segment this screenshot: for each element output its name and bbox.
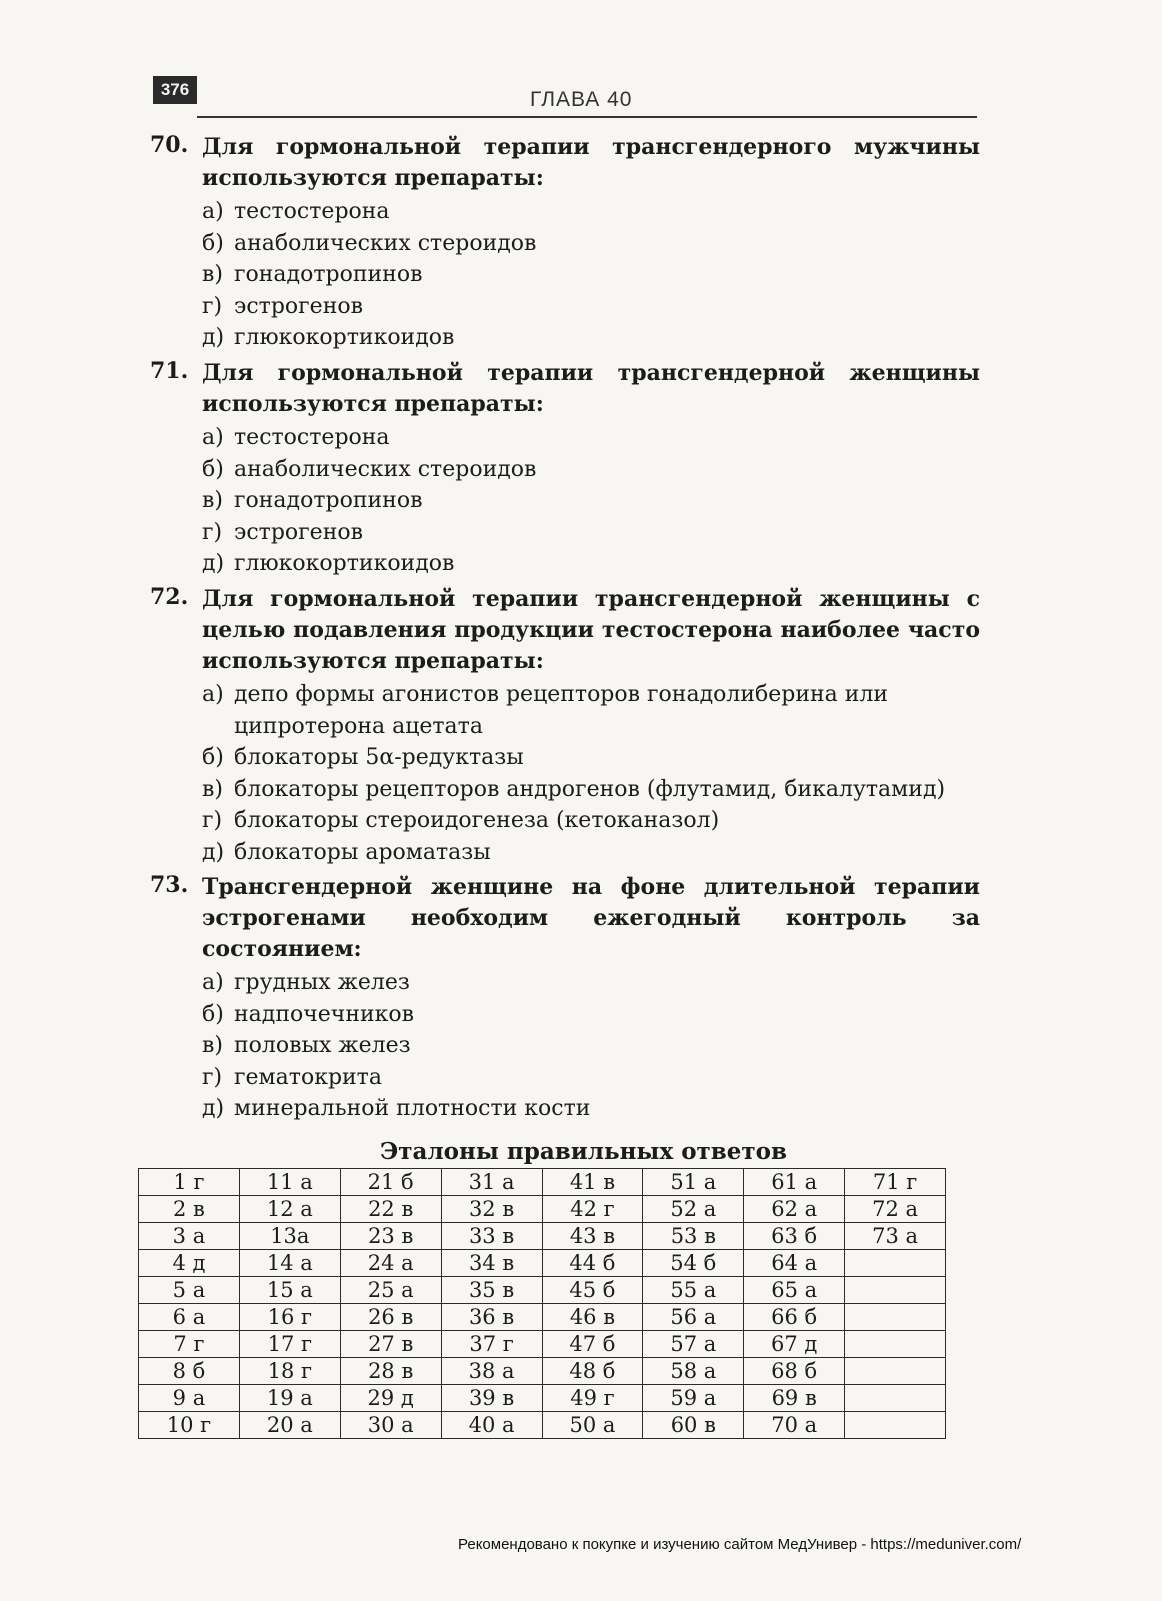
question-text: Для гормональной терапии трансгендерной женщины используются препараты:	[202, 360, 980, 417]
answer-cell: 53 в	[643, 1223, 744, 1250]
answer-cell: 58 а	[643, 1358, 744, 1385]
option-text: грудных желез	[234, 970, 410, 995]
answer-cell: 8 б	[139, 1358, 240, 1385]
option-letter: д)	[202, 551, 225, 576]
option-a	[202, 196, 980, 228]
answer-cell: 5 а	[139, 1277, 240, 1304]
option-c	[202, 259, 980, 291]
table-row	[139, 1412, 946, 1439]
option-e	[202, 837, 980, 869]
answer-cell: 49 г	[542, 1385, 643, 1412]
answer-cell: 67 д	[744, 1331, 845, 1358]
answer-cell: 36 в	[441, 1304, 542, 1331]
option-text: анаболических стероидов	[234, 456, 537, 482]
answers-title: Эталоны правильных ответов	[380, 1138, 787, 1165]
answer-cell: 14 а	[239, 1250, 340, 1277]
header-rule	[197, 116, 977, 118]
question-72	[150, 584, 980, 868]
answer-cell: 40 а	[441, 1412, 542, 1439]
answer-cell: 41 в	[542, 1169, 643, 1196]
answer-cell	[845, 1358, 946, 1385]
answer-cell: 69 в	[744, 1385, 845, 1412]
option-letter: б)	[202, 1001, 224, 1027]
answer-cell: 61 а	[744, 1169, 845, 1196]
option-text: депо формы агонистов рецепторов гонадолиберина или ципротерона ацетата	[234, 682, 889, 739]
question-number: 71.	[150, 358, 189, 384]
option-letter: в)	[202, 776, 223, 802]
answer-cell: 63 б	[744, 1223, 845, 1250]
option-letter: б)	[202, 456, 224, 482]
answer-cell: 34 в	[441, 1250, 542, 1277]
option-d	[202, 517, 980, 549]
answer-cell: 68 б	[744, 1358, 845, 1385]
option-letter: г)	[202, 808, 223, 833]
option-text: половых желез	[234, 1033, 411, 1058]
options-list	[202, 679, 980, 868]
question-71	[150, 358, 980, 580]
answer-cell: 11 а	[239, 1169, 340, 1196]
option-a	[202, 679, 980, 742]
option-text: минеральной плотности кости	[234, 1096, 591, 1121]
table-row	[139, 1196, 946, 1223]
option-b	[202, 742, 980, 774]
option-letter: а)	[202, 425, 224, 450]
option-letter: д)	[202, 1096, 225, 1121]
option-letter: а)	[202, 682, 224, 707]
answer-cell: 54 б	[643, 1250, 744, 1277]
option-text: глюкокортикоидов	[234, 551, 455, 576]
answer-cell: 39 в	[441, 1385, 542, 1412]
option-text: гематокрита	[234, 1064, 382, 1090]
answer-cell: 26 в	[340, 1304, 441, 1331]
option-text: блокаторы 5α-редуктазы	[234, 745, 524, 770]
answer-cell: 31 а	[441, 1169, 542, 1196]
footer-note: Рекомендовано к покупке и изучению сайтом МедУнивер - https://meduniver.com/	[458, 1536, 1022, 1553]
answer-cell: 16 г	[239, 1304, 340, 1331]
answer-cell: 73 а	[845, 1223, 946, 1250]
option-letter: д)	[202, 325, 225, 350]
answer-cell	[845, 1385, 946, 1412]
answer-cell: 47 б	[542, 1331, 643, 1358]
answer-cell: 72 а	[845, 1196, 946, 1223]
answer-cell: 9 а	[139, 1385, 240, 1412]
answer-cell: 46 в	[542, 1304, 643, 1331]
answer-cell: 57 а	[643, 1331, 744, 1358]
answer-cell: 23 в	[340, 1223, 441, 1250]
option-text: анаболических стероидов	[234, 230, 537, 256]
question-text: Для гормональной терапии трансгендерного мужчины используются препараты:	[202, 134, 980, 191]
answers-table-body	[139, 1169, 946, 1439]
option-text: глюкокортикоидов	[234, 325, 455, 350]
answer-cell: 17 г	[239, 1331, 340, 1358]
question-number: 73.	[150, 872, 189, 898]
question-70	[150, 132, 980, 354]
option-a	[202, 967, 980, 999]
answer-cell: 32 в	[441, 1196, 542, 1223]
answer-cell: 7 г	[139, 1331, 240, 1358]
answer-cell: 35 в	[441, 1277, 542, 1304]
table-row	[139, 1331, 946, 1358]
option-letter: г)	[202, 1064, 223, 1090]
option-letter: в)	[202, 1033, 223, 1058]
options-list	[202, 196, 980, 354]
answer-cell: 66 б	[744, 1304, 845, 1331]
option-b	[202, 454, 980, 486]
answer-cell: 3 а	[139, 1223, 240, 1250]
page-number: 376	[153, 76, 197, 104]
answer-cell: 65 а	[744, 1277, 845, 1304]
answer-cell: 45 б	[542, 1277, 643, 1304]
option-d	[202, 291, 980, 323]
option-text: тестостерона	[234, 425, 390, 450]
option-letter: г)	[202, 293, 223, 319]
answer-cell: 55 а	[643, 1277, 744, 1304]
option-d	[202, 805, 980, 837]
option-letter: в)	[202, 262, 223, 287]
answer-cell: 70 а	[744, 1412, 845, 1439]
answer-cell: 21 б	[340, 1169, 441, 1196]
option-e	[202, 1093, 980, 1125]
question-text: Для гормональной терапии трансгендерной женщины с целью подавления продукции тестостерона наиболее часто используются препараты:	[202, 586, 980, 674]
option-text: блокаторы рецепторов андрогенов (флутамид, бикалутамид)	[234, 776, 946, 802]
answer-cell: 60 в	[643, 1412, 744, 1439]
answer-cell: 27 в	[340, 1331, 441, 1358]
answer-cell: 44 б	[542, 1250, 643, 1277]
answer-cell: 12 а	[239, 1196, 340, 1223]
answer-cell	[845, 1331, 946, 1358]
answer-cell: 62 а	[744, 1196, 845, 1223]
answer-cell: 15 а	[239, 1277, 340, 1304]
answers-table	[138, 1168, 946, 1439]
answer-cell: 38 а	[441, 1358, 542, 1385]
answer-cell: 71 г	[845, 1169, 946, 1196]
answer-cell: 10 г	[139, 1412, 240, 1439]
option-text: эстрогенов	[234, 519, 363, 545]
option-c	[202, 1030, 980, 1062]
option-a	[202, 422, 980, 454]
option-text: надпочечников	[234, 1001, 415, 1027]
table-row	[139, 1304, 946, 1331]
option-b	[202, 228, 980, 260]
option-letter: д)	[202, 839, 225, 865]
chapter-title: ГЛАВА 40	[530, 88, 633, 111]
answer-cell: 25 а	[340, 1277, 441, 1304]
answer-cell: 19 а	[239, 1385, 340, 1412]
answer-cell: 6 а	[139, 1304, 240, 1331]
option-text: гонадотропинов	[234, 488, 423, 513]
answer-cell: 64 а	[744, 1250, 845, 1277]
table-row	[139, 1358, 946, 1385]
option-letter: г)	[202, 519, 223, 545]
table-row	[139, 1250, 946, 1277]
option-text: эстрогенов	[234, 293, 363, 319]
option-letter: а)	[202, 199, 224, 224]
answer-cell: 20 а	[239, 1412, 340, 1439]
table-row	[139, 1385, 946, 1412]
question-number: 70.	[150, 132, 189, 158]
option-letter: б)	[202, 745, 224, 770]
answer-cell: 56 а	[643, 1304, 744, 1331]
option-c	[202, 774, 980, 806]
option-letter: а)	[202, 970, 224, 995]
answer-cell: 33 в	[441, 1223, 542, 1250]
answer-cell	[845, 1250, 946, 1277]
option-letter: б)	[202, 230, 224, 256]
answer-cell: 50 а	[542, 1412, 643, 1439]
answer-cell: 52 а	[643, 1196, 744, 1223]
options-list	[202, 967, 980, 1125]
option-d	[202, 1062, 980, 1094]
table-row	[139, 1169, 946, 1196]
question-73	[150, 872, 980, 1125]
option-text: гонадотропинов	[234, 262, 423, 287]
answer-cell: 59 а	[643, 1385, 744, 1412]
answer-cell	[845, 1304, 946, 1331]
answer-cell: 42 г	[542, 1196, 643, 1223]
answer-cell: 2 в	[139, 1196, 240, 1223]
answer-cell: 1 г	[139, 1169, 240, 1196]
question-text: Трансгендерной женщине на фоне длительной терапии эстрогенами необходим ежегодный контроль за состоянием:	[202, 874, 980, 962]
question-number: 72.	[150, 584, 189, 610]
answer-cell	[845, 1277, 946, 1304]
answer-cell: 51 а	[643, 1169, 744, 1196]
answer-cell: 18 г	[239, 1358, 340, 1385]
answer-cell: 24 а	[340, 1250, 441, 1277]
answer-cell: 37 г	[441, 1331, 542, 1358]
answer-cell: 13а	[239, 1223, 340, 1250]
options-list	[202, 422, 980, 580]
table-row	[139, 1223, 946, 1250]
answer-cell	[845, 1412, 946, 1439]
option-text: блокаторы стероидогенеза (кетоканазол)	[234, 808, 720, 833]
option-text: тестостерона	[234, 199, 390, 224]
answer-cell: 28 в	[340, 1358, 441, 1385]
option-e	[202, 322, 980, 354]
option-text: блокаторы ароматазы	[234, 839, 491, 865]
answer-cell: 30 а	[340, 1412, 441, 1439]
answer-cell: 22 в	[340, 1196, 441, 1223]
option-e	[202, 548, 980, 580]
answer-cell: 43 в	[542, 1223, 643, 1250]
table-row	[139, 1277, 946, 1304]
answer-cell: 4 д	[139, 1250, 240, 1277]
answer-cell: 29 д	[340, 1385, 441, 1412]
answer-cell: 48 б	[542, 1358, 643, 1385]
option-b	[202, 999, 980, 1031]
option-c	[202, 485, 980, 517]
option-letter: в)	[202, 488, 223, 513]
